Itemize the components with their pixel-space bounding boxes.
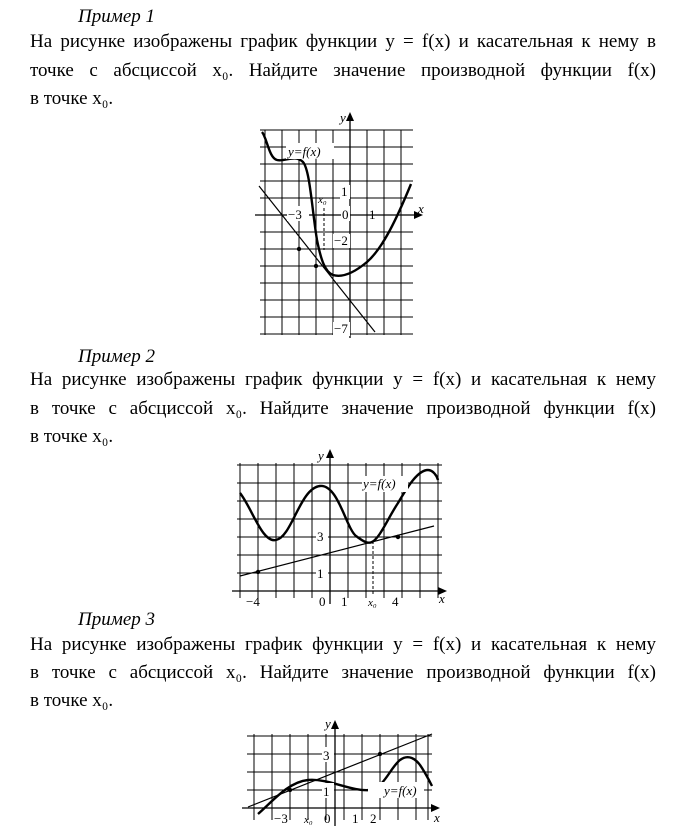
y-axis-label: y (318, 448, 324, 463)
x-axis-label: x (439, 591, 445, 606)
tick-x-1: 1 (341, 594, 348, 609)
tangent-point-b (378, 752, 382, 756)
tangent-point-a (256, 570, 260, 574)
tick-y-minus-7: −7 (334, 321, 348, 336)
tangent-point-b (314, 264, 318, 268)
example-2-heading: Пример 2 (78, 346, 156, 367)
tick-minus-3: −3 (288, 207, 302, 222)
tick-y-3: 3 (317, 529, 324, 544)
example-1-heading: Пример 1 (78, 6, 156, 27)
example-1-graph (255, 110, 430, 340)
x0-label: x₀ (304, 814, 313, 826)
curve-label: y=f(x) (288, 144, 321, 159)
x-axis-label: x (434, 810, 440, 825)
tangent-line (240, 526, 434, 576)
example-2-text-line-3: в точке x₀. (30, 426, 114, 447)
tick-y-minus-2: −2 (334, 233, 348, 248)
example-3-text-line-1: На рисунке изображены график функции y = f(x) и касательная к нему (30, 634, 656, 655)
y-axis-label: y (340, 110, 346, 125)
example-1-text-line-1: На рисунке изображены график функции y = f(x) и касательная к нему в (30, 31, 656, 52)
tick-y-3: 3 (323, 748, 330, 763)
curve-label: y=f(x) (384, 783, 417, 798)
tick-minus-3: −3 (274, 811, 288, 826)
tangent-point-a (297, 247, 301, 251)
tick-y-1: 1 (317, 566, 324, 581)
tick-origin: 0 (319, 594, 326, 609)
function-curve (262, 132, 411, 276)
y-axis-arrow (326, 449, 334, 458)
curve-label: y=f(x) (363, 476, 396, 491)
x0-label: x₀ (368, 597, 377, 609)
tick-y-1: 1 (341, 184, 348, 199)
tick-x-2: 2 (370, 811, 377, 826)
y-axis-arrow (346, 112, 354, 121)
example-3-text-line-3: в точке x₀. (30, 690, 114, 711)
grid (247, 734, 432, 820)
example-2-graph (232, 448, 452, 610)
tick-origin: 0 (324, 811, 331, 826)
example-3-graph (232, 712, 447, 830)
tangent-point-b (396, 535, 400, 539)
tangent-line (259, 186, 375, 332)
example-2-text-line-2: в точке с абсциссой x₀. Найдите значение производной функции f(x) (30, 398, 656, 419)
tick-minus-4: −4 (246, 594, 260, 609)
y-axis-arrow (331, 720, 339, 729)
tick-origin: 0 (342, 207, 349, 222)
tick-x-1: 1 (352, 811, 359, 826)
tick-x-1: 1 (369, 207, 376, 222)
example-1-text-line-3: в точке x₀. (30, 88, 114, 109)
example-2-text-line-1: На рисунке изображены график функции y = f(x) и касательная к нему (30, 369, 656, 390)
example-1-text-line-2: точке с абсциссой x₀. Найдите значение производной функции f(x) (30, 60, 656, 81)
y-axis-label: y (325, 716, 331, 731)
tangent-point-a (288, 788, 292, 792)
tick-x-4: 4 (392, 594, 399, 609)
tick-y-1: 1 (323, 784, 330, 799)
x-axis-label: x (418, 201, 424, 216)
function-curve (240, 470, 438, 543)
example-3-heading: Пример 3 (78, 609, 156, 630)
x0-label: x₀ (318, 194, 327, 206)
example-3-text-line-2: в точке с абсциссой x₀. Найдите значение производной функции f(x) (30, 662, 656, 683)
